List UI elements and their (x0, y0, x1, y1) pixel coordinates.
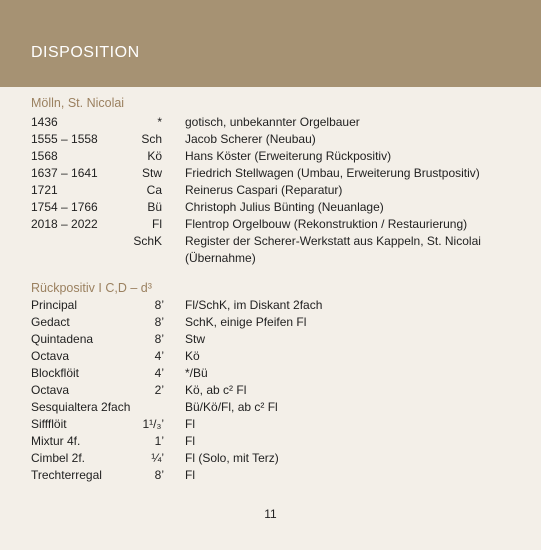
stop-row (0, 314, 541, 330)
stop-source: Fl (185, 417, 195, 431)
stop-row (0, 467, 541, 483)
history-desc: Flentrop Orgelbouw (Rekonstruktion / Restaurierung) (185, 217, 468, 231)
history-abbr: Stw (141, 166, 162, 180)
stop-source: Stw (185, 332, 206, 346)
history-row (0, 131, 541, 147)
stop-row (0, 297, 541, 313)
history-desc: Reinerus Caspari (Reparatur) (185, 183, 343, 197)
history-date: 1436 (31, 115, 58, 129)
stop-source: Bü/Kö/Fl, ab c² Fl (185, 400, 278, 414)
stop-name: Octava (31, 383, 70, 397)
stop-row (0, 348, 541, 364)
history-row (0, 216, 541, 232)
stop-row (0, 399, 541, 415)
stop-pitch: 8’ (154, 298, 164, 312)
history-section-title: Mölln, St. Nicolai (31, 96, 125, 110)
stop-pitch: 4’ (154, 366, 164, 380)
history-row (0, 250, 541, 266)
stop-row (0, 382, 541, 398)
stop-name: Cimbel 2f. (31, 451, 86, 465)
stop-name: Gedact (31, 315, 70, 329)
stop-row (0, 433, 541, 449)
history-abbr: SchK (133, 234, 162, 248)
history-desc: Friedrich Stellwagen (Umbau, Erweiterung Brustpositiv) (185, 166, 480, 180)
history-row (0, 182, 541, 198)
history-abbr: Ca (146, 183, 162, 197)
stop-pitch: 8’ (154, 468, 164, 482)
stop-row (0, 416, 541, 432)
history-date: 1555 – 1558 (31, 132, 98, 146)
history-abbr: Kö (147, 149, 162, 163)
history-row (0, 233, 541, 249)
stop-name: Blockflöit (31, 366, 80, 380)
stop-row (0, 331, 541, 347)
history-row (0, 165, 541, 181)
stop-name: Sesquialtera 2fach (31, 400, 131, 414)
stop-pitch: 8’ (154, 315, 164, 329)
history-row (0, 199, 541, 215)
stop-source: Fl (Solo, mit Terz) (185, 451, 279, 465)
stop-source: Fl/SchK, im Diskant 2fach (185, 298, 323, 312)
stop-source: Fl (185, 434, 195, 448)
stop-pitch: 2’ (154, 383, 164, 397)
stop-source: Fl (185, 468, 195, 482)
history-date: 1721 (31, 183, 58, 197)
stop-name: Mixtur 4f. (31, 434, 81, 448)
history-row (0, 148, 541, 164)
stop-row (0, 365, 541, 381)
history-abbr: Bü (147, 200, 162, 214)
history-desc: Jacob Scherer (Neubau) (185, 132, 316, 146)
history-date: 1568 (31, 149, 58, 163)
history-date: 1754 – 1766 (31, 200, 98, 214)
stop-pitch: 4’ (154, 349, 164, 363)
stop-source: SchK, einige Pfeifen Fl (185, 315, 307, 329)
stop-pitch: ¼’ (151, 451, 164, 465)
stop-name: Octava (31, 349, 70, 363)
stop-source: */Bü (185, 366, 208, 380)
stop-source: Kö (185, 349, 200, 363)
page-number: 11 (264, 507, 277, 521)
stop-pitch: 8’ (154, 332, 164, 346)
stop-pitch: 1¹/₃’ (142, 417, 164, 431)
stop-name: Trechterregal (31, 468, 102, 482)
history-desc: Hans Köster (Erweiterung Rückpositiv) (185, 149, 392, 163)
stop-name: Principal (31, 298, 78, 312)
history-desc: (Übernahme) (185, 251, 256, 265)
history-desc: gotisch, unbekannter Orgelbauer (185, 115, 360, 129)
history-abbr: * (157, 115, 162, 129)
history-desc: Christoph Julius Bünting (Neuanlage) (185, 200, 384, 214)
stop-name: Siffflöit (31, 417, 67, 431)
stop-row (0, 450, 541, 466)
header-band (0, 0, 541, 87)
history-desc: Register der Scherer-Werkstatt aus Kappeln, St. Nicolai (185, 234, 481, 248)
page-title: DISPOSITION (31, 44, 140, 61)
rueckpositiv-section-title: Rückpositiv I C,D – d³ (31, 281, 152, 295)
stop-name: Quintadena (31, 332, 94, 346)
history-date: 2018 – 2022 (31, 217, 98, 231)
history-date: 1637 – 1641 (31, 166, 98, 180)
history-row (0, 114, 541, 130)
history-abbr: Fl (152, 217, 162, 231)
stop-pitch: 1’ (154, 434, 164, 448)
stop-source: Kö, ab c² Fl (185, 383, 247, 397)
history-abbr: Sch (141, 132, 162, 146)
